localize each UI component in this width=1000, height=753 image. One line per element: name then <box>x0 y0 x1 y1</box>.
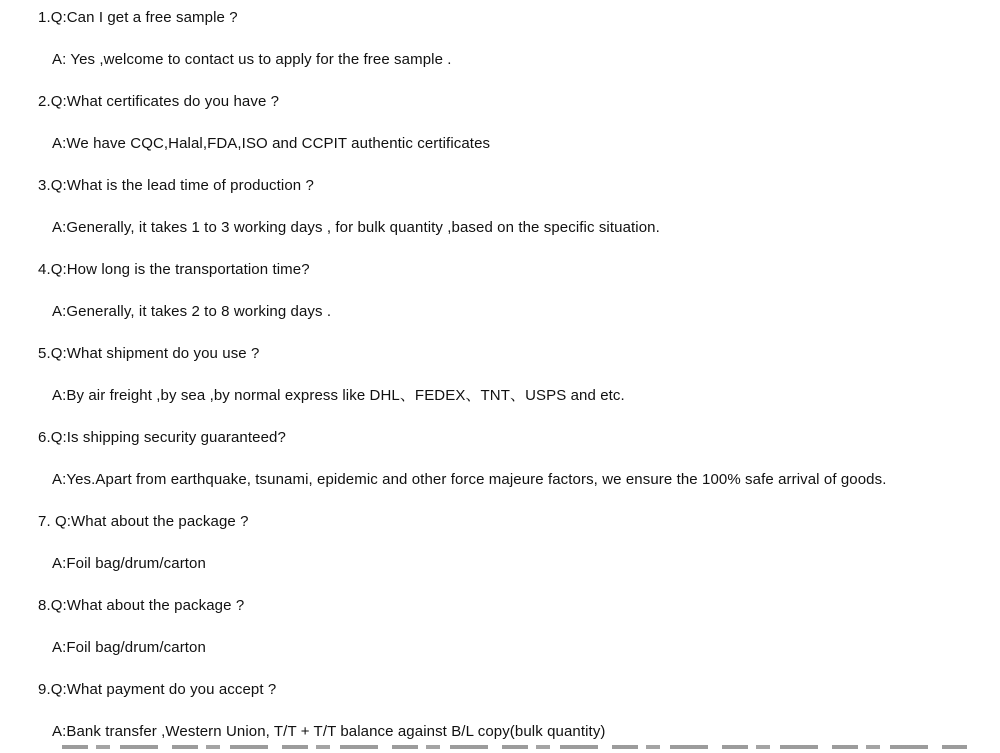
faq-question-1: 1.Q:Can I get a free sample ? <box>38 9 238 26</box>
faq-question-4: 4.Q:How long is the transportation time? <box>38 261 310 278</box>
clipped-next-line <box>62 745 967 749</box>
faq-answer-3: A:Generally, it takes 1 to 3 working days , for bulk quantity ,based on the specific situation. <box>52 219 660 236</box>
faq-answer-2: A:We have CQC,Halal,FDA,ISO and CCPIT authentic certificates <box>52 135 491 152</box>
faq-answer-5: A:By air freight ,by sea ,by normal express like DHL、FEDEX、TNT、USPS and etc. <box>52 387 625 404</box>
faq-question-7: 7. Q:What about the package ? <box>38 513 249 530</box>
faq-answer-7: A:Foil bag/drum/carton <box>52 555 206 572</box>
faq-question-3: 3.Q:What is the lead time of production ? <box>38 177 314 194</box>
faq-question-9: 9.Q:What payment do you accept ? <box>38 681 277 698</box>
faq-answer-8: A:Foil bag/drum/carton <box>52 639 206 656</box>
faq-answer-6: A:Yes.Apart from earthquake, tsunami, epidemic and other force majeure factors, we ensure the 100% safe arrival of goods. <box>52 471 887 488</box>
faq-question-6: 6.Q:Is shipping security guaranteed? <box>38 429 286 446</box>
faq-answer-4: A:Generally, it takes 2 to 8 working days . <box>52 303 332 320</box>
faq-question-8: 8.Q:What about the package ? <box>38 597 245 614</box>
faq-question-2: 2.Q:What certificates do you have ? <box>38 93 280 110</box>
faq-answer-1: A: Yes ,welcome to contact us to apply for the free sample . <box>52 51 452 68</box>
faq-question-5: 5.Q:What shipment do you use ? <box>38 345 260 362</box>
faq-answer-9: A:Bank transfer ,Western Union, T/T + T/T balance against B/L copy(bulk quantity) <box>52 723 606 740</box>
